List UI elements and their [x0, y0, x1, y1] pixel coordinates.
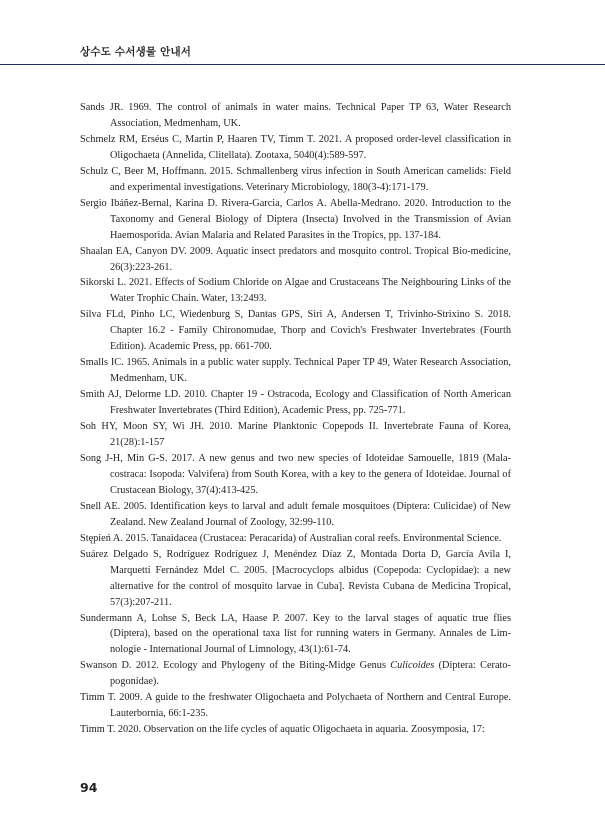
reference-item: Sundermann A, Lohse S, Beck LA, Haase P. 2007. Key to the larval stages of aquatic true flies (Diptera), based on the operational taxa list for running waters in Germany. Annales de Lim-nologie - International Journal of Limnology, 43(1):61-74. — [80, 612, 511, 656]
reference-text: (Diptera: Cerato-pogonidae). — [110, 660, 511, 688]
reference-item: Sergio Ibáñez-Bernal, Karina D. Rivera-Garcia, Carlos A. Abella-Medrano. 2020. Introduction to the Taxonomy and General Biology of Diptera (Insecta) Involved in the Transmission of Avian Haemosporida. Avian Malaria and Related Parasites in the Tropics, pp. 137-184. — [80, 197, 511, 241]
page-number: 94 — [80, 780, 98, 795]
reference-text: Swanson D. 2012. Ecology and Phylogeny of the Biting-Midge Genus — [80, 660, 391, 672]
header-rule — [0, 64, 605, 65]
reference-italic-taxon: Culicoides — [390, 660, 435, 672]
reference-item: Shaalan EA, Canyon DV. 2009. Aquatic insect predators and mosquito control. Tropical Bio-medicine, 26(3):223-261. — [80, 245, 511, 273]
reference-item: Timm T. 2020. Observation on the life cycles of aquatic Oligochaeta in aquaria. Zoosymposia, 17: — [80, 724, 485, 736]
reference-item: Soh HY, Moon SY, Wi JH. 2010. Marine Planktonic Copepods II. Invertebrate Fauna of Korea, 21(28):1-157 — [80, 421, 511, 449]
reference-item: Smith AJ, Delorme LD. 2010. Chapter 19 - Ostracoda, Ecology and Classification of North American Freshwater Invertebrates (Third Edition), Academic Press, pp. 725-771. — [80, 389, 511, 417]
reference-item: Song J-H, Min G-S. 2017. A new genus and two new species of Idoteidae Samouelle, 1819 (Mala-costraca: Isopoda: Valvifera) from South Korea, with a key to the genera of Idoteidae. Journal of Crustacean Biology, 37(4):413-425. — [80, 452, 511, 496]
reference-item: Silva FLd, Pinho LC, Wiedenburg S, Dantas GPS, Siri A, Andersen T, Trivinho-Strixino S. 2018. Chapter 16.2 - Family Chironomudae, Thorp and Covich's Freshwater Invertebrates (Fourth Edition). Academic Press, pp. 661-700. — [80, 309, 511, 353]
reference-item — [80, 658, 511, 690]
reference-item: Suárez Delgado S, Rodríguez Rodríguez J, Menéndez Díaz Z, Montada Dorta D, García Avila I, Marquetti Fernández Mdel C. 2005. [Macrocyclops albidus (Copepoda: Cyclopidae): a new alternative for the control of mosquito larvae in Cuba]. Revista Cubana de Medicina Tropical, 57(3):207-211. — [80, 548, 511, 608]
reference-item: Sikorski L. 2021. Effects of Sodium Chloride on Algae and Crustaceans The Neighbouring Links of the Water Trophic Chain. Water, 13:2493. — [80, 277, 511, 305]
reference-item: Sands JR. 1969. The control of animals in water mains. Technical Paper TP 63, Water Research Association, Medmenham, UK. — [80, 102, 511, 129]
running-header-title: 상수도 수서생물 안내서 — [80, 46, 192, 58]
reference-item: Schmelz RM, Erséus C, Martin P, Haaren TV, Timm T. 2021. A proposed order-level classification in Oligochaeta (Annelida, Clitellata). Zootaxa, 5040(4):589-597. — [80, 133, 511, 161]
reference-list — [80, 100, 511, 738]
reference-item: Schulz C, Beer M, Hoffmann. 2015. Schmallenberg virus infection in South American camelids: Field and experimental investigations. Veterinary Microbiology, 180(3-4):171-179. — [80, 165, 511, 193]
reference-item: Stępień A. 2015. Tanaidacea (Crustacea: Peracarida) of Australian coral reefs. Environmental Science. — [80, 532, 502, 544]
reference-item: Snell AE. 2005. Identification keys to larval and adult female mosquitoes (Diptera: Culicidae) of New Zealand. New Zealand Journal of Zoology, 32:99-110. — [80, 500, 511, 528]
reference-item: Timm T. 2009. A guide to the freshwater Oligochaeta and Polychaeta of Northern and Central Europe. Lauterbornia, 66:1-235. — [80, 692, 511, 720]
reference-item: Smalls IC. 1965. Animals in a public water supply. Technical Paper TP 49, Water Research Association, Medmenham, UK. — [80, 357, 511, 385]
